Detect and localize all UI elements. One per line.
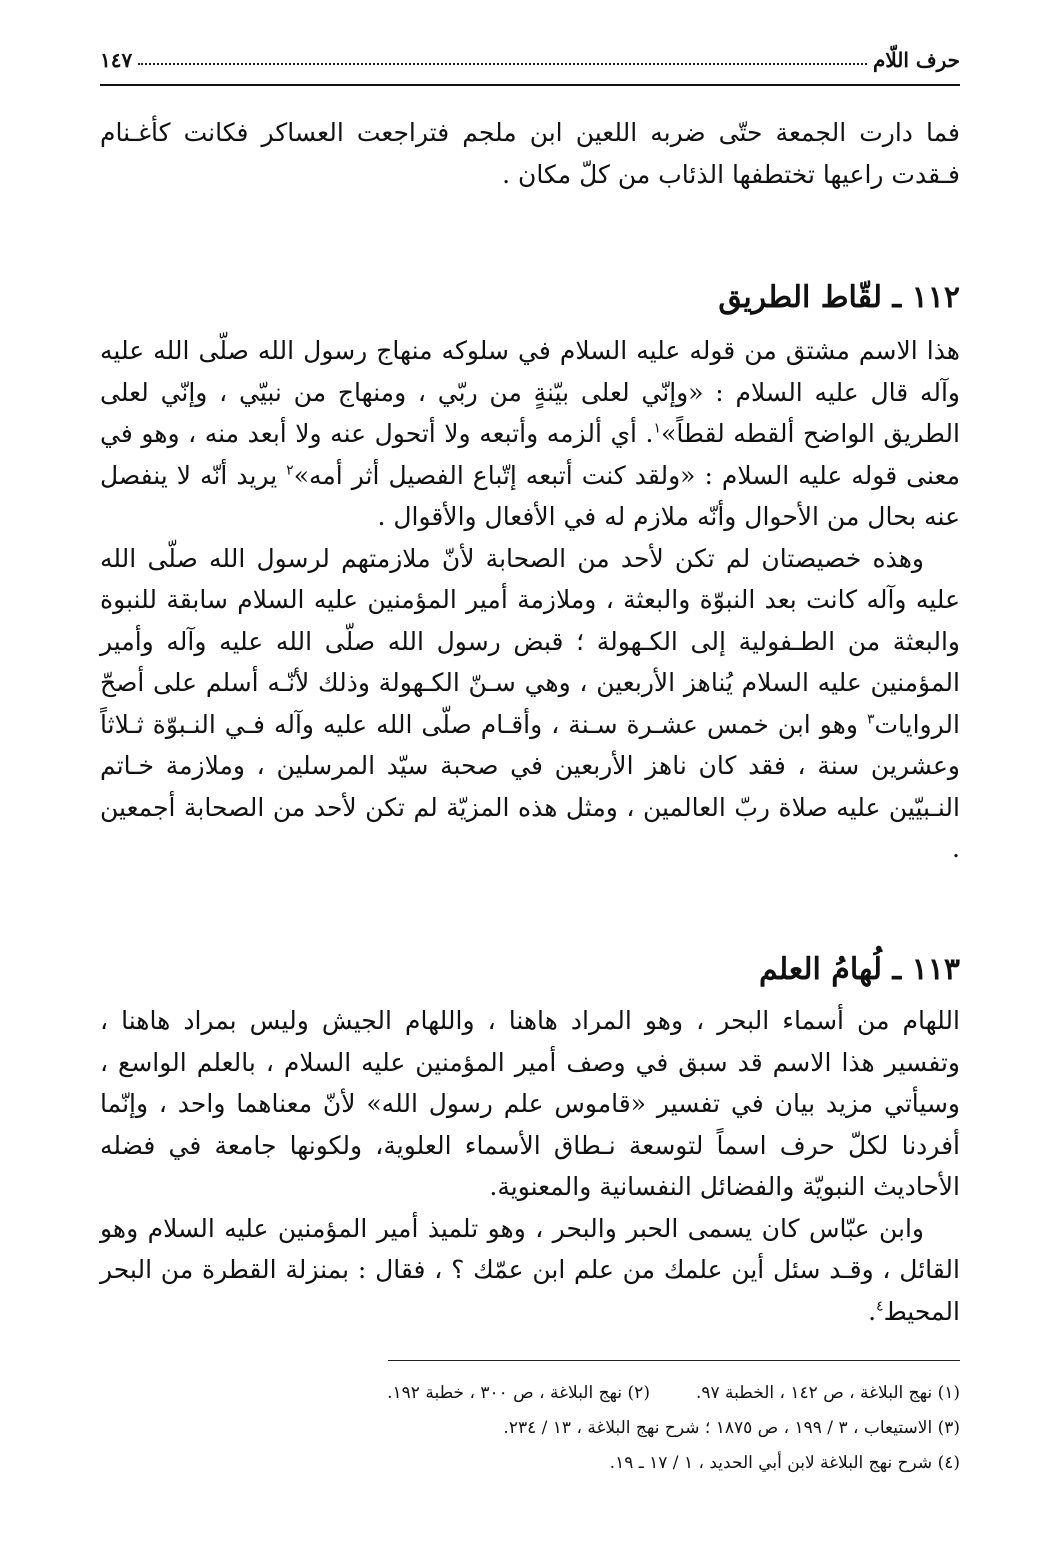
footnote-ref: ٣ — [866, 711, 875, 728]
footnotes — [100, 1376, 960, 1481]
entry-112-paragraph-2 — [100, 538, 960, 870]
entry-112-title: ١١٢ ـ لقّاط الطريق — [718, 280, 960, 315]
footnote-row — [100, 1376, 960, 1411]
header-rule — [100, 84, 960, 86]
intro-paragraph — [100, 112, 960, 195]
text-run: وهو ابن خمس عشـرة سـنة ، وأقـام صلّى الله عليه وآله فـي النـبوّة ثـلاثاً وعشرين سنة ، فقد كان ناهز الأربعين في صحبة سيّد المرسلين ، وملازمة خـاتم النـبيّين عليه صلاة ربّ العالمين ، ومثل هذه المزيّة لم تكن لأحد من الصحابة أجمعين . — [100, 709, 960, 863]
entry-113-title: ١١٣ ـ لُهامُ العلم — [759, 952, 960, 987]
footnote-2: (٢) نهج البلاغة ، ص ٣٠٠ ، خطبة ١٩٢. — [387, 1383, 650, 1403]
footnote-4: (٤) شرح نهج البلاغة لابن أبي الحديد ، ١ / ١٧ ـ ١٩. — [609, 1453, 960, 1473]
entry-112-paragraph-1 — [100, 330, 960, 538]
section-title: حرف اللّام — [872, 48, 960, 72]
footnote-1: (١) نهج البلاغة ، ص ١٤٢ ، الخطبة ٩٧. — [695, 1383, 960, 1403]
text-run: . — [868, 1296, 877, 1326]
footnote-ref: ١ — [653, 420, 662, 437]
footnote-rule — [388, 1360, 960, 1361]
running-head — [100, 42, 960, 78]
entry-113-paragraph-1: اللهام من أسماء البحر ، وهو المراد هاهنا ، واللهام الجيش وليس بمراد هاهنا ، وتفسير هذا الاسم قد سبق في وصف أمير المؤمنين عليه السلام ، بالعلم الواسع ، وسيأتي مزيد بيان في تفسير «قاموس علم رسول الله» لأنّ معناهما واحد ، وإنّما أفردنا لكلّ حرف اسماً لتوسعة نـطاق الأسماء العلوية، ولكونها جامعة في فضله الأحاديث النبويّة والفضائل النفسانية والمعنوية. — [100, 1006, 960, 1201]
footnote-ref: ٤ — [876, 1298, 884, 1315]
page-number: ١٤٧ — [100, 48, 133, 72]
footnote-3: (٣) الاستيعاب ، ٣ / ١٩٩ ، ص ١٨٧٥ ؛ شرح نهج البلاغة ، ١٣ / ٢٣٤. — [503, 1418, 960, 1438]
text-run: يريد أنّه لا ينفصل عنه بحال من الأحوال وأنّه ملازم له في الأفعال والأقوال . — [100, 460, 960, 531]
entry-113-paragraph-2 — [100, 1208, 960, 1333]
entry-113-body — [100, 1000, 960, 1332]
footnote-ref: ٢ — [286, 462, 294, 479]
intro-text: فما دارت الجمعة حتّى ضربه اللعين ابن ملجم فتراجعت العساكر فكانت كأغـنام فـقدت راعيها تختطفها الذئاب من كلّ مكان . — [100, 118, 960, 189]
text-run: وهذه خصيصتان لم تكن لأحد من الصحابة لأنّ ملازمتهم لرسول الله صلّى الله عليه وآله كانت بعد النبوّة والبعثة ، وملازمة أمير المؤمنين عليه السلام سابقة للنبوة والبعثة من الطـفولية إلى الكـهولة ؛ قبض رسول الله صلّى الله عليه وآله وأمير المؤمنين عليه السلام يُناهز الأربعين ، وهي سـنّ الكـهولة وذلك لأنّـه أسلم على أصحّ الروايات — [100, 543, 960, 739]
text-run: . أي ألزمه وأتبعه ولا أتحول عنه ولا أبعد منه ، وهو في معنى قوله عليه السلام : «ولقد كنت أتبعه إتّباع الفصيل أثر أمه» — [100, 419, 960, 490]
text-run: هذا الاسم مشتق من قوله عليه السلام في سلوكه منهاج رسول الله صلّى الله عليه وآله قال عليه السلام : «وإنّي لعلى بيّنةٍ من ربّي ، ومنهاج من نبيّي ، وإنّي لعلى الطريق الواضح ألقطه لقطاً» — [100, 336, 960, 448]
leader-dots — [138, 63, 867, 65]
entry-112-body — [100, 330, 960, 870]
text-run: وابن عبّاس كان يسمى الحبر والبحر ، وهو تلميذ أمير المؤمنين عليه السلام وهو القائل ، وقـد سئل أين علمك من علم ابن عمّك ؟ ، فقال : بمنزلة القطرة من البحر المحيط — [100, 1213, 960, 1326]
